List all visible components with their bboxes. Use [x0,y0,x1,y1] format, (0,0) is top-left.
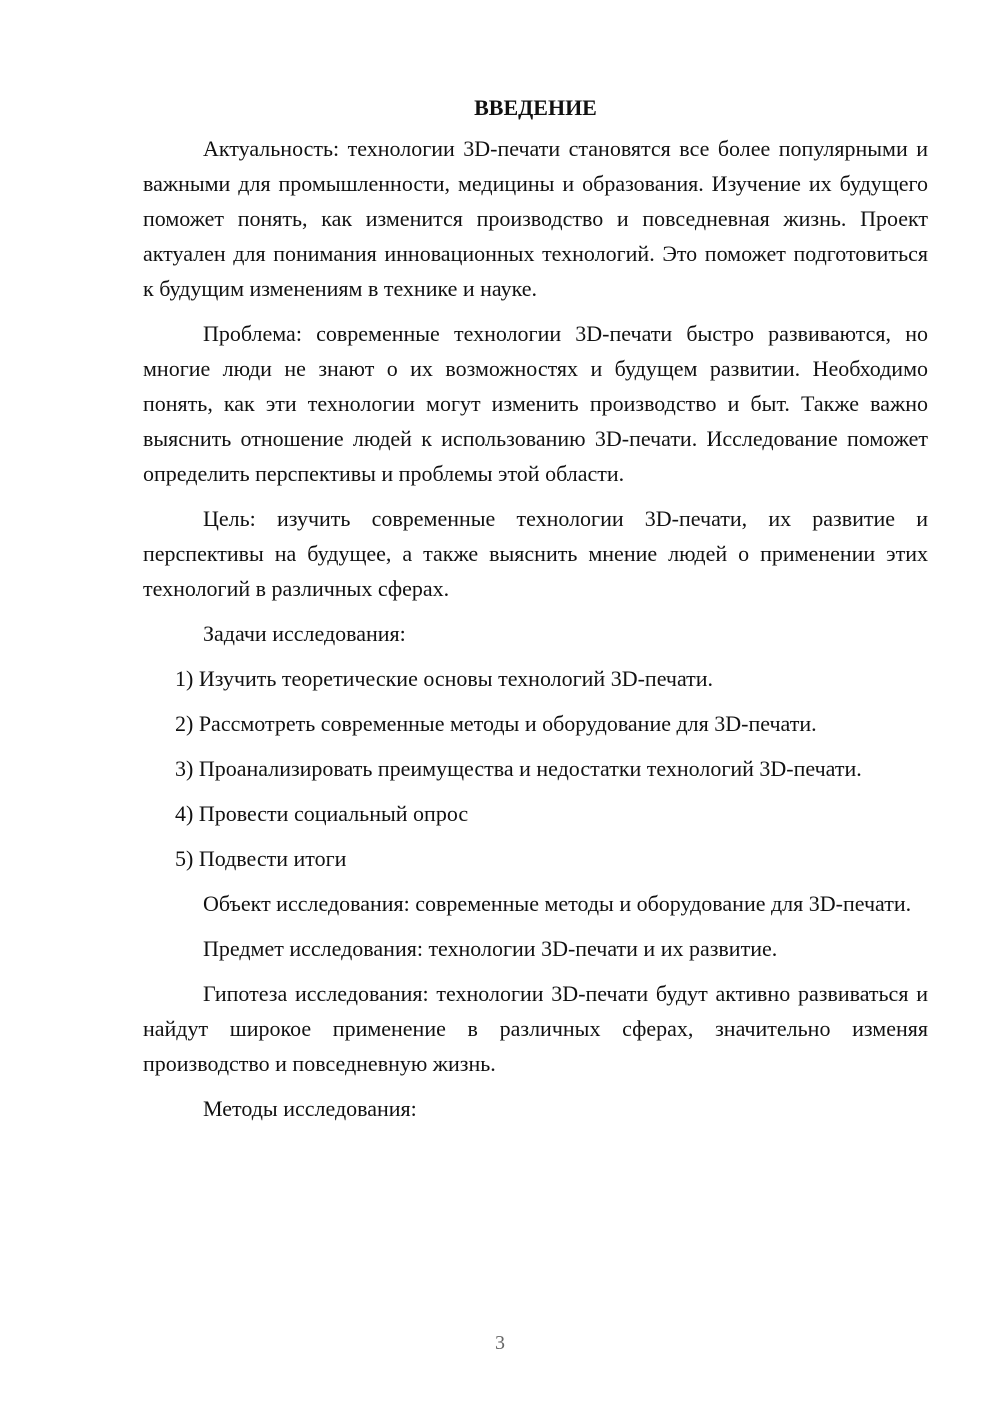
page-number: 3 [495,1332,505,1354]
paragraph-object: Объект исследования: современные методы и оборудование для 3D-печати. [203,891,912,916]
document-body [143,90,928,1136]
paragraph-goal: Цель: изучить современные технологии 3D-печати, их развитие и перспективы на будущее, а также выяснить мнение людей о применении этих технологий в различных сферах. [143,506,928,601]
tasks-title: Задачи исследования: [203,621,406,646]
paragraph-problem: Проблема: современные технологии 3D-печати быстро развиваются, но многие люди не знают о их возможностях и будущем развитии. Необходимо понять, как эти технологии могут изменить производство и быт. Также важно выяснить отношение людей к использованию 3D-печати. Исследование поможет определить перспективы и проблемы этой области. [143,321,928,486]
section-heading: ВВЕДЕНИЕ [474,95,597,120]
methods-title: Методы исследования: [203,1096,417,1121]
paragraph-subject: Предмет исследования: технологии 3D-печати и их развитие. [203,936,778,961]
task-item-5: 5) Подвести итоги [175,846,347,871]
task-item-1: 1) Изучить теоретические основы технологий 3D-печати. [175,666,714,691]
task-item-2: 2) Рассмотреть современные методы и оборудование для 3D-печати. [175,711,817,736]
task-item-4: 4) Провести социальный опрос [175,801,469,826]
task-item-3: 3) Проанализировать преимущества и недостатки технологий 3D-печати. [175,756,862,781]
paragraph-relevance: Актуальность: технологии 3D-печати становятся все более популярными и важными для промышленности, медицины и образования. Изучение их будущего поможет понять, как изменится производство и повседневная жизнь. Проект актуален для понимания инновационных технологий. Это поможет подготовиться к будущим изменениям в технике и науке. [143,136,928,301]
paragraph-hypothesis: Гипотеза исследования: технологии 3D-печати будут активно развиваться и найдут широкое применение в различных сферах, значительно изменяя производство и повседневную жизнь. [143,981,928,1076]
